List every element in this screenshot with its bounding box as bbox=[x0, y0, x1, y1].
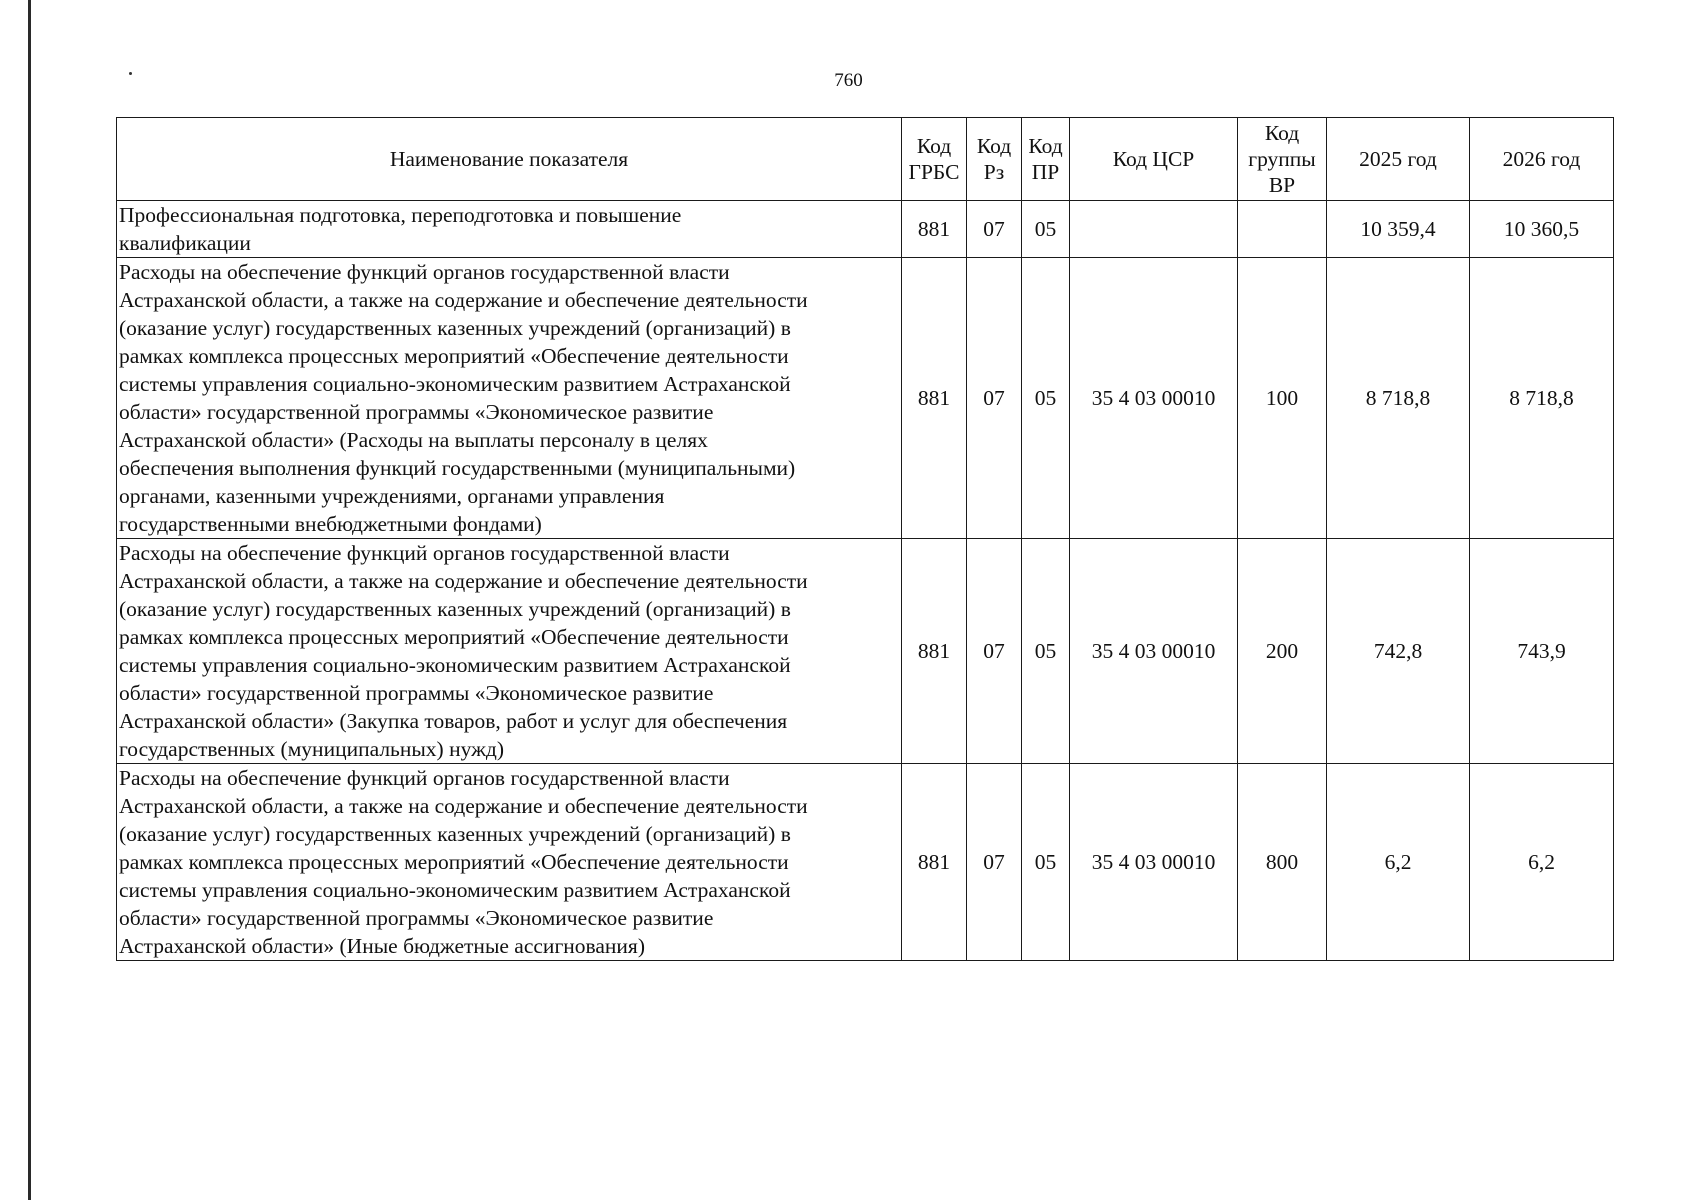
cell-2026: 6,2 bbox=[1470, 764, 1614, 961]
cell-2025: 8 718,8 bbox=[1327, 258, 1470, 539]
cell-csr: 35 4 03 00010 bbox=[1070, 539, 1238, 764]
table-row bbox=[117, 258, 1614, 539]
header-pr: Код ПР bbox=[1022, 118, 1070, 201]
cell-rz: 07 bbox=[967, 258, 1022, 539]
header-grbs: Код ГРБС bbox=[902, 118, 967, 201]
cell-2025: 6,2 bbox=[1327, 764, 1470, 961]
page-left-edge-line bbox=[28, 0, 31, 1200]
cell-2025: 742,8 bbox=[1327, 539, 1470, 764]
cell-rz: 07 bbox=[967, 764, 1022, 961]
table-row bbox=[117, 201, 1614, 258]
cell-name: Расходы на обеспечение функций органов государственной власти Астраханской области, а также на содержание и обеспечение деятельности (оказание услуг) государственных казенных учреждений (организаций) в рамках комплекса процессных мероприятий «Обеспечение деятельности системы управления социально-экономическим развитием Астраханской области» государственной программы «Экономическое развитие Астраханской области» (Расходы на выплаты персоналу в целях обеспечения выполнения функций государственными (муниципальными) органами, казенными учреждениями, органами управления государственными внебюджетными фондами) bbox=[117, 258, 902, 539]
cell-pr: 05 bbox=[1022, 201, 1070, 258]
cell-2025: 10 359,4 bbox=[1327, 201, 1470, 258]
cell-csr bbox=[1070, 201, 1238, 258]
cell-vr bbox=[1238, 201, 1327, 258]
table-row bbox=[117, 539, 1614, 764]
cell-name: Расходы на обеспечение функций органов государственной власти Астраханской области, а также на содержание и обеспечение деятельности (оказание услуг) государственных казенных учреждений (организаций) в рамках комплекса процессных мероприятий «Обеспечение деятельности системы управления социально-экономическим развитием Астраханской области» государственной программы «Экономическое развитие Астраханской области» (Иные бюджетные ассигнования) bbox=[117, 764, 902, 961]
cell-rz: 07 bbox=[967, 539, 1022, 764]
header-vr: Код группы ВР bbox=[1238, 118, 1327, 201]
cell-2026: 10 360,5 bbox=[1470, 201, 1614, 258]
header-name: Наименование показателя bbox=[117, 118, 902, 201]
header-csr: Код ЦСР bbox=[1070, 118, 1238, 201]
header-2026: 2026 год bbox=[1470, 118, 1614, 201]
header-rz: Код Рз bbox=[967, 118, 1022, 201]
cell-grbs: 881 bbox=[902, 201, 967, 258]
cell-pr: 05 bbox=[1022, 764, 1070, 961]
cell-grbs: 881 bbox=[902, 764, 967, 961]
cell-name: Расходы на обеспечение функций органов государственной власти Астраханской области, а также на содержание и обеспечение деятельности (оказание услуг) государственных казенных учреждений (организаций) в рамках комплекса процессных мероприятий «Обеспечение деятельности системы управления социально-экономическим развитием Астраханской области» государственной программы «Экономическое развитие Астраханской области» (Закупка товаров, работ и услуг для обеспечения государственных (муниципальных) нужд) bbox=[117, 539, 902, 764]
cell-vr: 800 bbox=[1238, 764, 1327, 961]
cell-pr: 05 bbox=[1022, 539, 1070, 764]
cell-2026: 8 718,8 bbox=[1470, 258, 1614, 539]
cell-pr: 05 bbox=[1022, 258, 1070, 539]
cell-rz: 07 bbox=[967, 201, 1022, 258]
cell-grbs: 881 bbox=[902, 539, 967, 764]
cell-csr: 35 4 03 00010 bbox=[1070, 764, 1238, 961]
cell-name: Профессиональная подготовка, переподготовка и повышение квалификации bbox=[117, 201, 902, 258]
table-header-row bbox=[117, 118, 1614, 201]
cell-grbs: 881 bbox=[902, 258, 967, 539]
cell-csr: 35 4 03 00010 bbox=[1070, 258, 1238, 539]
cell-2026: 743,9 bbox=[1470, 539, 1614, 764]
header-2025: 2025 год bbox=[1327, 118, 1470, 201]
budget-table bbox=[116, 117, 1614, 961]
cell-vr: 200 bbox=[1238, 539, 1327, 764]
cell-vr: 100 bbox=[1238, 258, 1327, 539]
page-number: 760 bbox=[834, 70, 863, 91]
table-row bbox=[117, 764, 1614, 961]
